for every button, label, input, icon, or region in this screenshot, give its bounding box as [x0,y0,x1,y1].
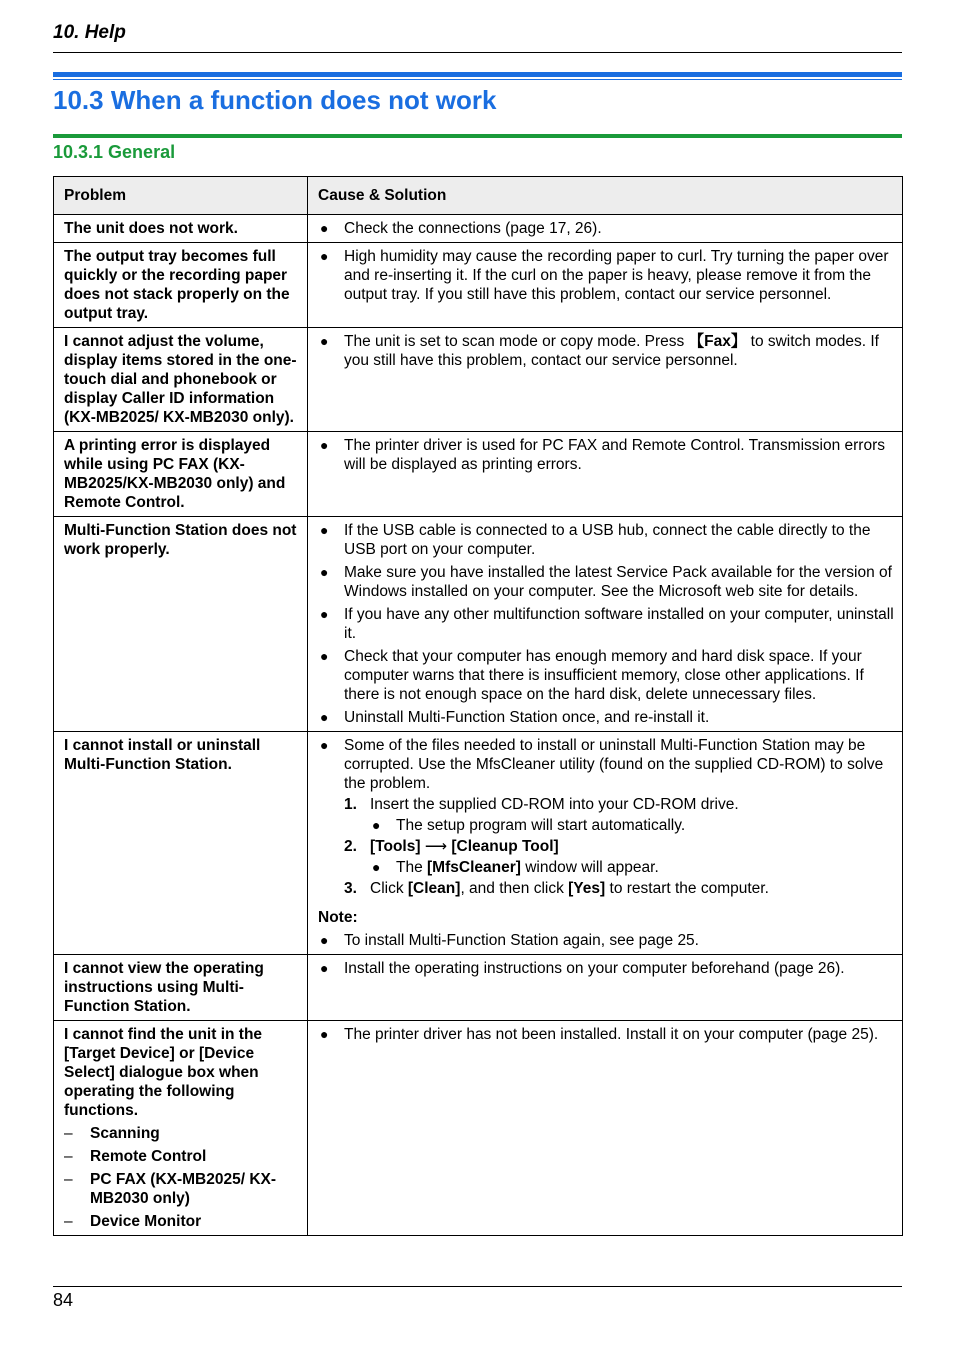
solution-item [318,736,894,793]
clean-label: [Clean] [407,880,461,897]
table-row [54,243,903,328]
bullet-icon: ● [320,960,329,976]
dash-icon: – [64,1213,73,1230]
tools-label: [Tools] [370,838,421,855]
solution-text: The printer driver has not been installed. Install it on your computer (page 25). [344,1026,879,1043]
table-header-row [54,177,903,215]
footer-rule [53,1286,902,1287]
yes-label: [Yes] [568,880,606,897]
solution-cell [308,1021,903,1236]
solution-cell [308,328,903,432]
problem-text: I cannot find the unit in the [Target Device] or [Device Select] dialogue box when operating the following functions. [64,1026,263,1119]
table-row [54,328,903,432]
step-item [344,837,894,877]
function-text: Scanning [90,1125,160,1142]
note-item [318,931,894,950]
solution-text: If you have any other multifunction software installed on your computer, uninstall it. [344,606,894,642]
step-item [344,879,894,898]
problem-cell: I cannot install or uninstall Multi-Function Station. [54,732,308,955]
fax-key: 【Fax】 [688,333,747,350]
bullet-icon: ● [372,817,381,833]
bullet-icon: ● [320,522,329,538]
solution-item [318,332,894,370]
table-row [54,732,903,955]
step-text: Insert the supplied CD-ROM into your CD-ROM drive. [370,796,739,813]
solution-cell [308,955,903,1021]
sub-text: The setup program will start automatically. [396,817,686,834]
table-row [54,517,903,732]
note-label: Note: [318,909,358,926]
solution-text: Check the connections (page 17, 26). [344,220,602,237]
solution-cell [308,432,903,517]
step-text: to restart the computer. [605,880,769,897]
problem-cell [54,1021,308,1236]
sub-text: window will appear. [520,859,659,876]
sub-item [370,816,894,835]
step-item [344,795,894,835]
solution-item [318,959,894,978]
table-row [54,432,903,517]
bullet-icon: ● [320,248,329,264]
mfscleaner-label: [MfsCleaner] [427,859,521,876]
bullet-icon: ● [320,648,329,664]
solution-text: Make sure you have installed the latest Service Pack available for the version of Windows installed on your computer. See the Microsoft web site for details. [344,564,892,600]
troubleshooting-table [53,176,903,1236]
step-number: 2. [344,838,357,855]
subsection-bar [53,134,902,138]
problem-cell: The unit does not work. [54,215,308,243]
table-row [54,955,903,1021]
function-item [64,1124,299,1143]
arrow-right-icon: ⟶ [424,838,448,855]
dash-icon: – [64,1125,73,1142]
solution-item [318,247,894,304]
solution-text: High humidity may cause the recording paper to curl. Try turning the paper over and re-inserting it. If the curl on the paper is heavy, please remove it from the output tray. If you still have this problem, contact our service personnel. [344,248,889,303]
solution-text: The printer driver is used for PC FAX and Remote Control. Transmission errors will be displayed as printing errors. [344,437,885,473]
bullet-icon: ● [320,737,329,753]
function-item [64,1147,299,1166]
dash-icon: – [64,1171,73,1188]
column-header-solution: Cause & Solution [308,177,903,215]
dash-icon: – [64,1148,73,1165]
bullet-icon: ● [320,932,329,948]
column-header-problem: Problem [54,177,308,215]
solution-cell [308,243,903,328]
solution-cell [308,732,903,955]
solution-item [318,436,894,474]
solution-text: If the USB cable is connected to a USB hub, connect the cable directly to the USB port on your computer. [344,522,871,558]
problem-cell: A printing error is displayed while using PC FAX (KX-MB2025/KX-MB2030 only) and Remote Control. [54,432,308,517]
sub-text: The [396,859,428,876]
solution-item [318,1025,894,1044]
solution-cell [308,517,903,732]
step-number: 1. [344,796,357,813]
step-text: Click [370,880,408,897]
solution-text: to switch modes. If you still have this problem, contact our service personnel. [344,333,879,369]
section-bar [53,72,902,77]
function-item [64,1170,299,1208]
solution-text: Uninstall Multi-Function Station once, and re-install it. [344,709,710,726]
cleanup-tool-label: [Cleanup Tool] [451,838,559,855]
bullet-icon: ● [372,859,381,875]
step-number: 3. [344,880,357,897]
solution-text: Check that your computer has enough memory and hard disk space. If your computer warns that there is insufficient memory, close other applications. If there is not enough space on the hard disk, delete unnecessary files. [344,648,864,703]
step-text: , and then click [460,880,569,897]
step-list [318,795,894,898]
solution-text: The unit is set to scan mode or copy mode. Press [344,333,689,350]
solution-text: Some of the files needed to install or uninstall Multi-Function Station may be corrupted. Use the MfsCleaner utility (found on the supplied CD-ROM) to solve the problem. [344,737,884,792]
solution-item [318,219,894,238]
solution-text: Install the operating instructions on your computer beforehand (page 26). [344,960,845,977]
section-bar-thin [53,79,902,80]
problem-cell: The output tray becomes full quickly or the recording paper does not stack properly on the output tray. [54,243,308,328]
solution-item [318,521,894,559]
bullet-icon: ● [320,220,329,236]
bullet-icon: ● [320,333,329,349]
function-text: Device Monitor [90,1213,202,1230]
bullet-icon: ● [320,437,329,453]
problem-cell: I cannot adjust the volume, display items stored in the one-touch dial and phonebook or display Caller ID information (KX-MB2025/ KX-MB2030 only). [54,328,308,432]
function-text: PC FAX (KX-MB2025/ KX-MB2030 only) [90,1171,277,1207]
page-number: 84 [53,1290,74,1310]
solution-item [318,563,894,601]
solution-cell [308,215,903,243]
function-text: Remote Control [90,1148,207,1165]
solution-item [318,708,894,727]
section-title: 10.3 When a function does not work [53,85,497,115]
bullet-icon: ● [320,1026,329,1042]
solution-item [318,605,894,643]
table-row [54,1021,903,1236]
bullet-icon: ● [320,564,329,580]
bullet-icon: ● [320,606,329,622]
bullet-icon: ● [320,709,329,725]
header-rule [53,52,902,53]
problem-cell: I cannot view the operating instructions using Multi-Function Station. [54,955,308,1021]
function-list [64,1124,299,1231]
subsection-title: 10.3.1 General [53,142,176,162]
note-text: To install Multi-Function Station again, see page 25. [344,932,699,949]
solution-item [318,647,894,704]
function-item [64,1212,299,1231]
sub-item [370,858,894,877]
problem-cell: Multi-Function Station does not work properly. [54,517,308,732]
chapter-heading: 10. Help [53,22,126,43]
table-row [54,215,903,243]
